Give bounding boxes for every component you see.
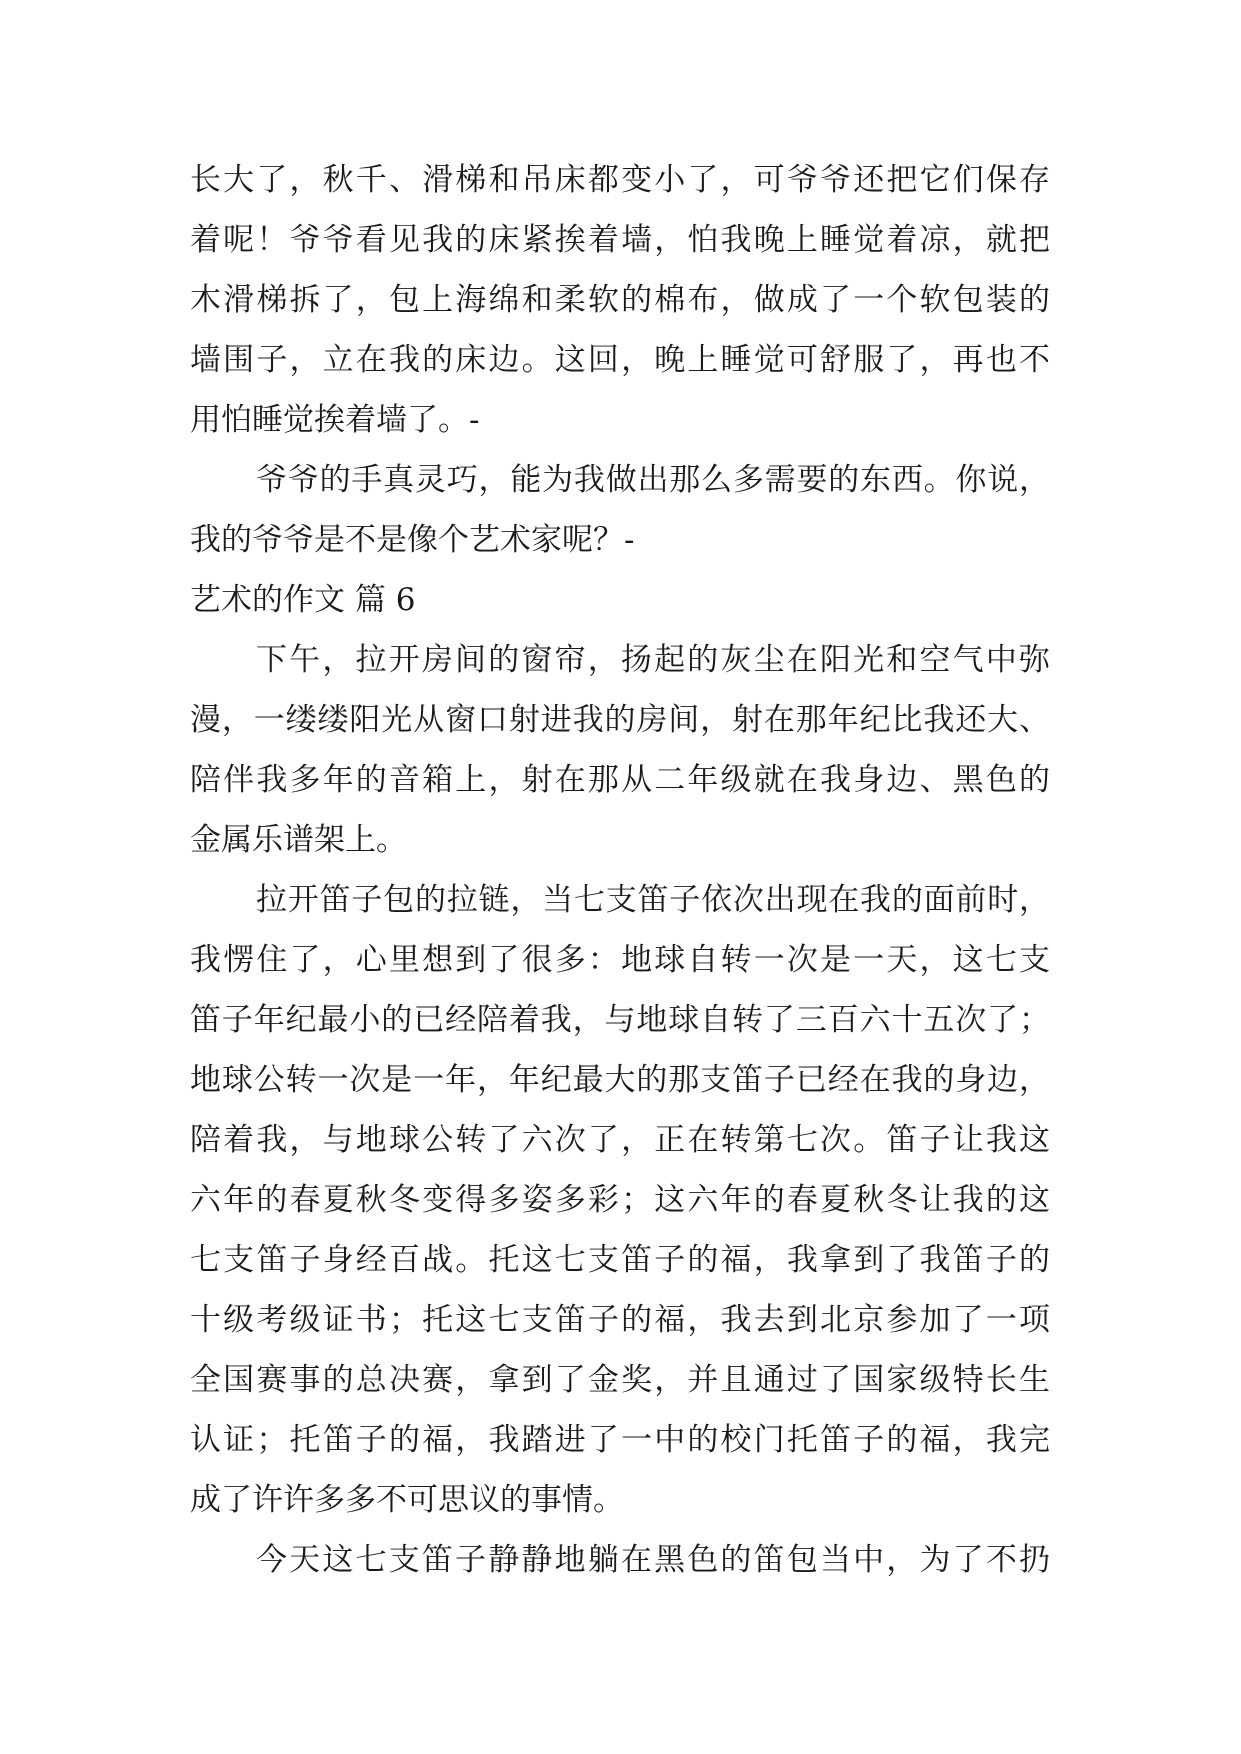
text-line: 今天这七支笛子静静地躺在黑色的笛包当中，为了不扔 [256,1542,1050,1578]
text-line: 我的爷爷是不是像个艺术家呢？- [190,522,635,558]
text-line: 长大了，秋千、滑梯和吊床都变小了，可爷爷还把它们保存 [190,162,1050,198]
text-line: 金属乐谱架上。 [190,822,407,858]
text-line: 笛子年纪最小的已经陪着我，与地球自转了三百六十五次了； [190,1002,1050,1038]
text-line: 七支笛子身经百战。托这七支笛子的福，我拿到了我笛子的 [190,1242,1050,1278]
text-line: 漫，一缕缕阳光从窗口射进我的房间，射在那年纪比我还大、 [190,702,1050,738]
text-line: 爷爷的手真灵巧，能为我做出那么多需要的东西。你说， [256,462,1050,498]
paragraph [190,870,1050,1530]
text-line: 六年的春夏秋冬变得多姿多彩；这六年的春夏秋冬让我的这 [190,1182,1050,1218]
text-line: 全国赛事的总决赛，拿到了金奖，并且通过了国家级特长生 [190,1362,1050,1398]
paragraph [190,450,1050,570]
text-line: 十级考级证书；托这七支笛子的福，我去到北京参加了一项 [190,1302,1050,1338]
text-line: 拉开笛子包的拉链，当七支笛子依次出现在我的面前时， [256,882,1050,918]
text-line: 认证；托笛子的福，我踏进了一中的校门托笛子的福，我完 [190,1422,1050,1458]
text-line: 成了许许多多不可思议的事情。 [190,1482,624,1518]
text-line: 下午，拉开房间的窗帘，扬起的灰尘在阳光和空气中弥 [256,642,1050,678]
paragraph [190,150,1050,450]
paragraph [190,630,1050,870]
document-body [190,150,1050,1590]
text-line: 地球公转一次是一年，年纪最大的那支笛子已经在我的身边， [190,1062,1050,1098]
paragraph [190,1530,1050,1590]
text-line: 陪伴我多年的音箱上，射在那从二年级就在我身边、黑色的 [190,762,1050,798]
text-line: 着呢！爷爷看见我的床紧挨着墙，怕我晚上睡觉着凉，就把 [190,222,1050,258]
text-line: 我愣住了，心里想到了很多：地球自转一次是一天，这七支 [190,942,1050,978]
text-line: 墙围子，立在我的床边。这回，晚上睡觉可舒服了，再也不 [190,342,1050,378]
section-heading: 艺术的作文 篇 6 [190,582,416,618]
text-line: 木滑梯拆了，包上海绵和柔软的棉布，做成了一个软包装的 [190,282,1050,318]
text-line: 用怕睡觉挨着墙了。- [190,402,480,438]
text-line: 陪着我，与地球公转了六次了，正在转第七次。笛子让我这 [190,1122,1050,1158]
